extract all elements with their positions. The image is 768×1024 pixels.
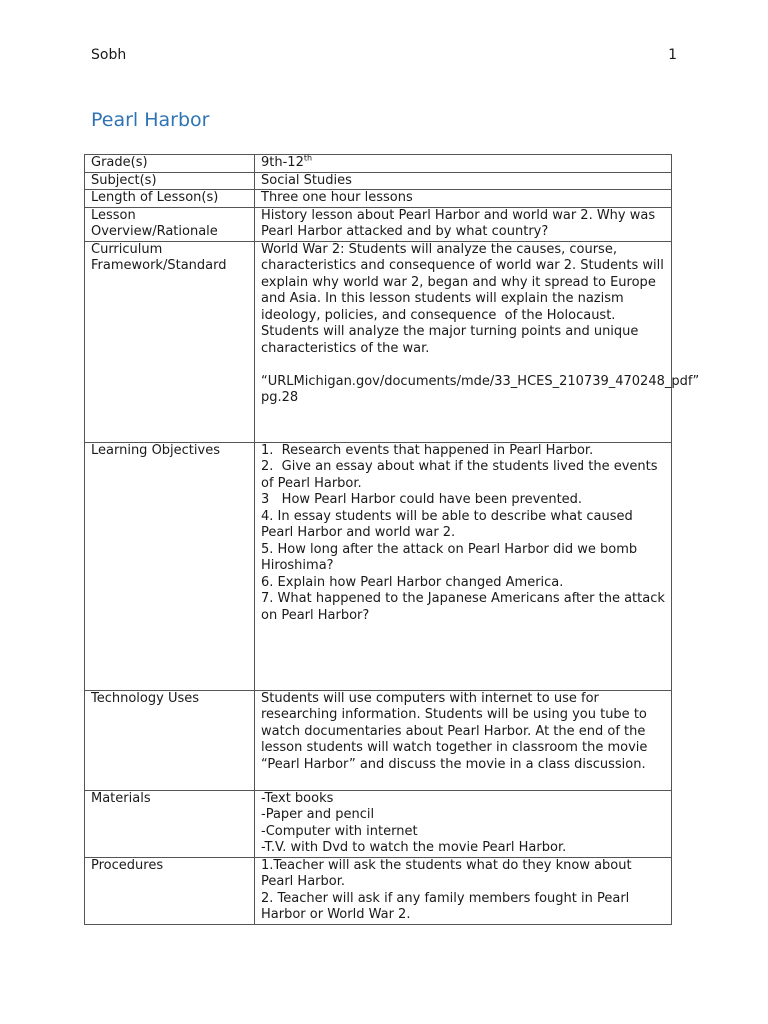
row-procedures bbox=[85, 857, 672, 924]
row-length bbox=[85, 190, 672, 208]
row-label: Materials bbox=[85, 790, 255, 857]
row-label: Length of Lesson(s) bbox=[85, 190, 255, 208]
row-value: -Text books -Paper and pencil -Computer with internet -T.V. with Dvd to watch the movie Pearl Harbor. bbox=[255, 790, 672, 857]
row-value bbox=[255, 155, 672, 173]
row-value: Social Studies bbox=[255, 172, 672, 190]
row-value: Three one hour lessons bbox=[255, 190, 672, 208]
grade-superscript: th bbox=[303, 153, 313, 163]
row-value: History lesson about Pearl Harbor and world war 2. Why was Pearl Harbor attacked and by what country? bbox=[255, 207, 672, 241]
row-materials bbox=[85, 790, 672, 857]
document-title: Pearl Harbor bbox=[91, 109, 210, 131]
row-value: Students will use computers with internet to use for researching information. Students will be using you tube to watch documentaries about Pearl Harbor. At the end of the lesson students will watch together in classroom the movie “Pearl Harbor” and discuss the movie in a class discussion. bbox=[255, 690, 672, 790]
row-label: Lesson Overview/Rationale bbox=[85, 207, 255, 241]
row-label: Technology Uses bbox=[85, 690, 255, 790]
row-label: Subject(s) bbox=[85, 172, 255, 190]
row-curriculum bbox=[85, 241, 672, 442]
row-label: Learning Objectives bbox=[85, 442, 255, 690]
row-objectives bbox=[85, 442, 672, 690]
row-overview bbox=[85, 207, 672, 241]
row-label: Grade(s) bbox=[85, 155, 255, 173]
row-value: 1.Teacher will ask the students what do they know about Pearl Harbor. 2. Teacher will ask if any family members fought in Pearl Harbor or World War 2. bbox=[255, 857, 672, 924]
row-label: Procedures bbox=[85, 857, 255, 924]
row-technology bbox=[85, 690, 672, 790]
header-page-number: 1 bbox=[668, 47, 677, 63]
header-author: Sobh bbox=[91, 47, 127, 63]
lesson-plan-table bbox=[84, 153, 700, 925]
row-subjects bbox=[85, 172, 672, 190]
row-grades bbox=[85, 155, 672, 173]
row-label: Curriculum Framework/Standard bbox=[85, 241, 255, 442]
row-value: 1. Research events that happened in Pearl Harbor. 2. Give an essay about what if the students lived the events of Pearl Harbor. 3 How Pearl Harbor could have been prevented. 4. In essay students will be able to describe what caused Pearl Harbor and world war 2. 5. How long after the attack on Pearl Harbor did we bomb Hiroshima? 6. Explain how Pearl Harbor changed America. 7. What happened to the Japanese Americans after the attack on Pearl Harbor? bbox=[255, 442, 672, 690]
grade-text: 9th-12 bbox=[261, 155, 304, 170]
row-value: World War 2: Students will analyze the causes, course, characteristics and consequence of world war 2. Students will explain why world war 2, began and why it spread to Europe and Asia. In this lesson students will explain the nazism ideology, policies, and consequence of the Holocaust. Students will analyze the major turning points and unique characteristics of the war. “URLMichigan.gov/documents/mde/33_HCES_210739_470248_pdf” pg.28 bbox=[255, 241, 672, 442]
